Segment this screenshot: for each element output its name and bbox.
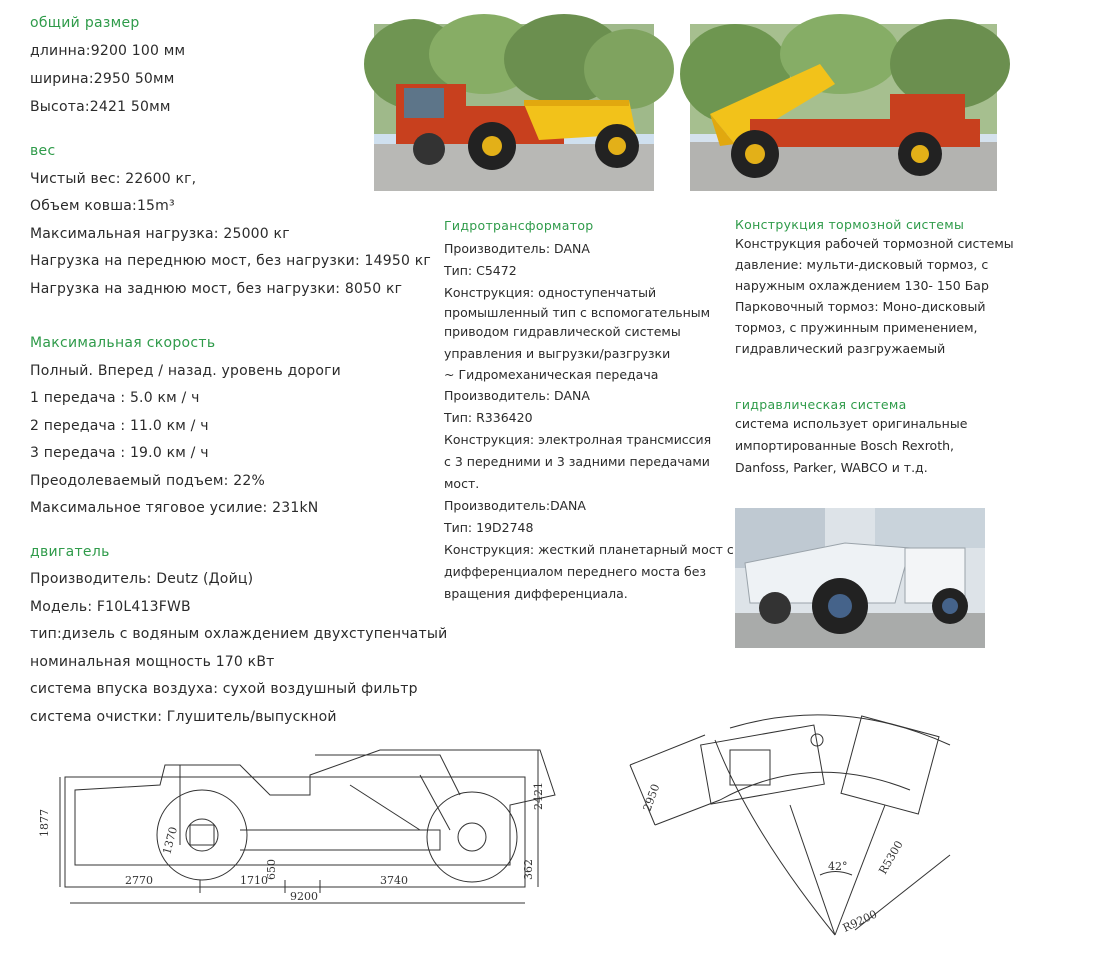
radius-5300: R5300 — [876, 838, 906, 877]
brakes-block — [735, 235, 1014, 361]
brakes-heading: Конструкция тормозной системы — [735, 217, 965, 232]
speed-line-2: 2 передача : 11.0 км / ч — [30, 418, 209, 434]
converter-line-9: Конструкция: электролная трансмиссия — [444, 432, 712, 447]
hydraulics-line-1: импортированные Bosch Rexroth, — [735, 438, 955, 453]
speed-line-4: Преодолеваемый подъем: 22% — [30, 473, 265, 489]
engine-line-5: система очистки: Глушитель/выпускной — [30, 709, 337, 725]
weight-max-load: Максимальная нагрузка: 25000 кг — [30, 226, 290, 242]
radius-9200: R9200 — [840, 907, 880, 935]
converter-line-15: дифференциалом переднего моста без — [444, 564, 707, 579]
brakes-line-4: тормоз, с пружинным применением, — [735, 320, 978, 335]
brakes-line-2: наружным охлаждением 130- 150 Бар — [735, 278, 989, 293]
converter-line-3: промышленный тип с вспомогательным — [444, 305, 711, 320]
brakes-line-3: Парковочный тормоз: Моно-дисковый — [735, 299, 986, 314]
converter-heading: Гидротрансформатор — [444, 218, 594, 233]
hydraulics-line-0: система использует оригинальные — [735, 416, 968, 431]
converter-line-10: с 3 передними и 3 задними передачами — [444, 454, 710, 469]
dim-1370: 1370 — [160, 825, 181, 856]
converter-line-14: Конструкция: жесткий планетарный мост с — [444, 542, 734, 557]
engine-line-4: система впуска воздуха: сухой воздушный фильтр — [30, 681, 418, 697]
hydraulics-heading: гидравлическая система — [735, 397, 907, 412]
angle-42: 42° — [828, 860, 848, 873]
converter-line-13: Тип: 19D2748 — [444, 520, 534, 535]
converter-line-12: Производитель:DANA — [444, 498, 586, 513]
speed-line-0: Полный. Вперед / назад. уровень дороги — [30, 363, 341, 379]
truck-photo-side — [374, 24, 654, 191]
brakes-line-5: гидравлический разгружаемый — [735, 341, 946, 356]
dim-9200: 9200 — [290, 890, 318, 903]
hydraulics-line-2: Danfoss, Parker, WABCO и т.д. — [735, 460, 928, 475]
converter-line-4: приводом гидравлической системы — [444, 324, 681, 339]
converter-line-7: Производитель: DANA — [444, 388, 590, 403]
speed-heading: Максимальная скорость — [30, 335, 216, 351]
truck-photo-white — [735, 508, 985, 648]
speed-line-5: Максимальное тяговое усилие: 231kN — [30, 500, 319, 516]
weight-front-axle: Нагрузка на переднюю мост, без нагрузки: 14950 кг — [30, 253, 431, 269]
dimension-height: Высота:2421 50мм — [30, 99, 171, 115]
engine-line-0: Производитель: Deutz (Дойц) — [30, 571, 254, 587]
weight-rear-axle: Нагрузка на заднюю мост, без нагрузки: 8050 кг — [30, 281, 403, 297]
weight-heading: вес — [30, 143, 56, 159]
dim-2950: 2950 — [640, 782, 663, 814]
speed-line-1: 1 передача : 5.0 км / ч — [30, 390, 200, 406]
converter-block — [444, 240, 734, 607]
engine-heading: двигатель — [30, 544, 110, 560]
converter-line-5: управления и выгрузки/разгрузки — [444, 346, 671, 361]
dim-2421: 2421 — [532, 782, 545, 810]
brakes-line-0: Конструкция рабочей тормозной системы — [735, 236, 1014, 251]
speed-line-3: 3 передача : 19.0 км / ч — [30, 445, 209, 461]
converter-line-6: ~ Гидромеханическая передача — [444, 367, 659, 382]
dim-650: 650 — [265, 859, 278, 880]
brakes-line-1: давление: мульти-дисковый тормоз, с — [735, 257, 989, 272]
engine-line-1: Модель: F10L413FWB — [30, 599, 191, 615]
dim-362: 362 — [522, 859, 535, 880]
hydraulics-block — [735, 415, 967, 481]
dimension-length: длинна:9200 100 мм — [30, 43, 186, 59]
converter-line-8: Тип: R336420 — [444, 410, 533, 425]
weight-bucket: Объем ковша:15m³ — [30, 198, 175, 214]
converter-line-0: Производитель: DANA — [444, 241, 590, 256]
weight-net: Чистый вес: 22600 кг, — [30, 171, 197, 187]
converter-line-11: мост. — [444, 476, 480, 491]
turning-radius-drawing — [620, 700, 960, 945]
engine-line-2: тип:дизель с водяным охлаждением двухступенчатый — [30, 626, 448, 642]
side-view-drawing — [40, 735, 560, 915]
converter-line-1: Тип: C5472 — [444, 263, 517, 278]
dimension-width: ширина:2950 50мм — [30, 71, 175, 87]
dim-1877: 1877 — [38, 809, 51, 837]
engine-line-3: номинальная мощность 170 кВт — [30, 654, 275, 670]
dim-2770: 2770 — [125, 874, 153, 887]
dimensions-heading: общий размер — [30, 15, 140, 31]
converter-line-16: вращения дифференциала. — [444, 586, 628, 601]
truck-photo-dumping — [690, 24, 997, 191]
converter-line-2: Конструкция: одноступенчатый — [444, 285, 657, 300]
dim-1710: 1710 — [240, 874, 268, 887]
dim-3740: 3740 — [380, 874, 408, 887]
